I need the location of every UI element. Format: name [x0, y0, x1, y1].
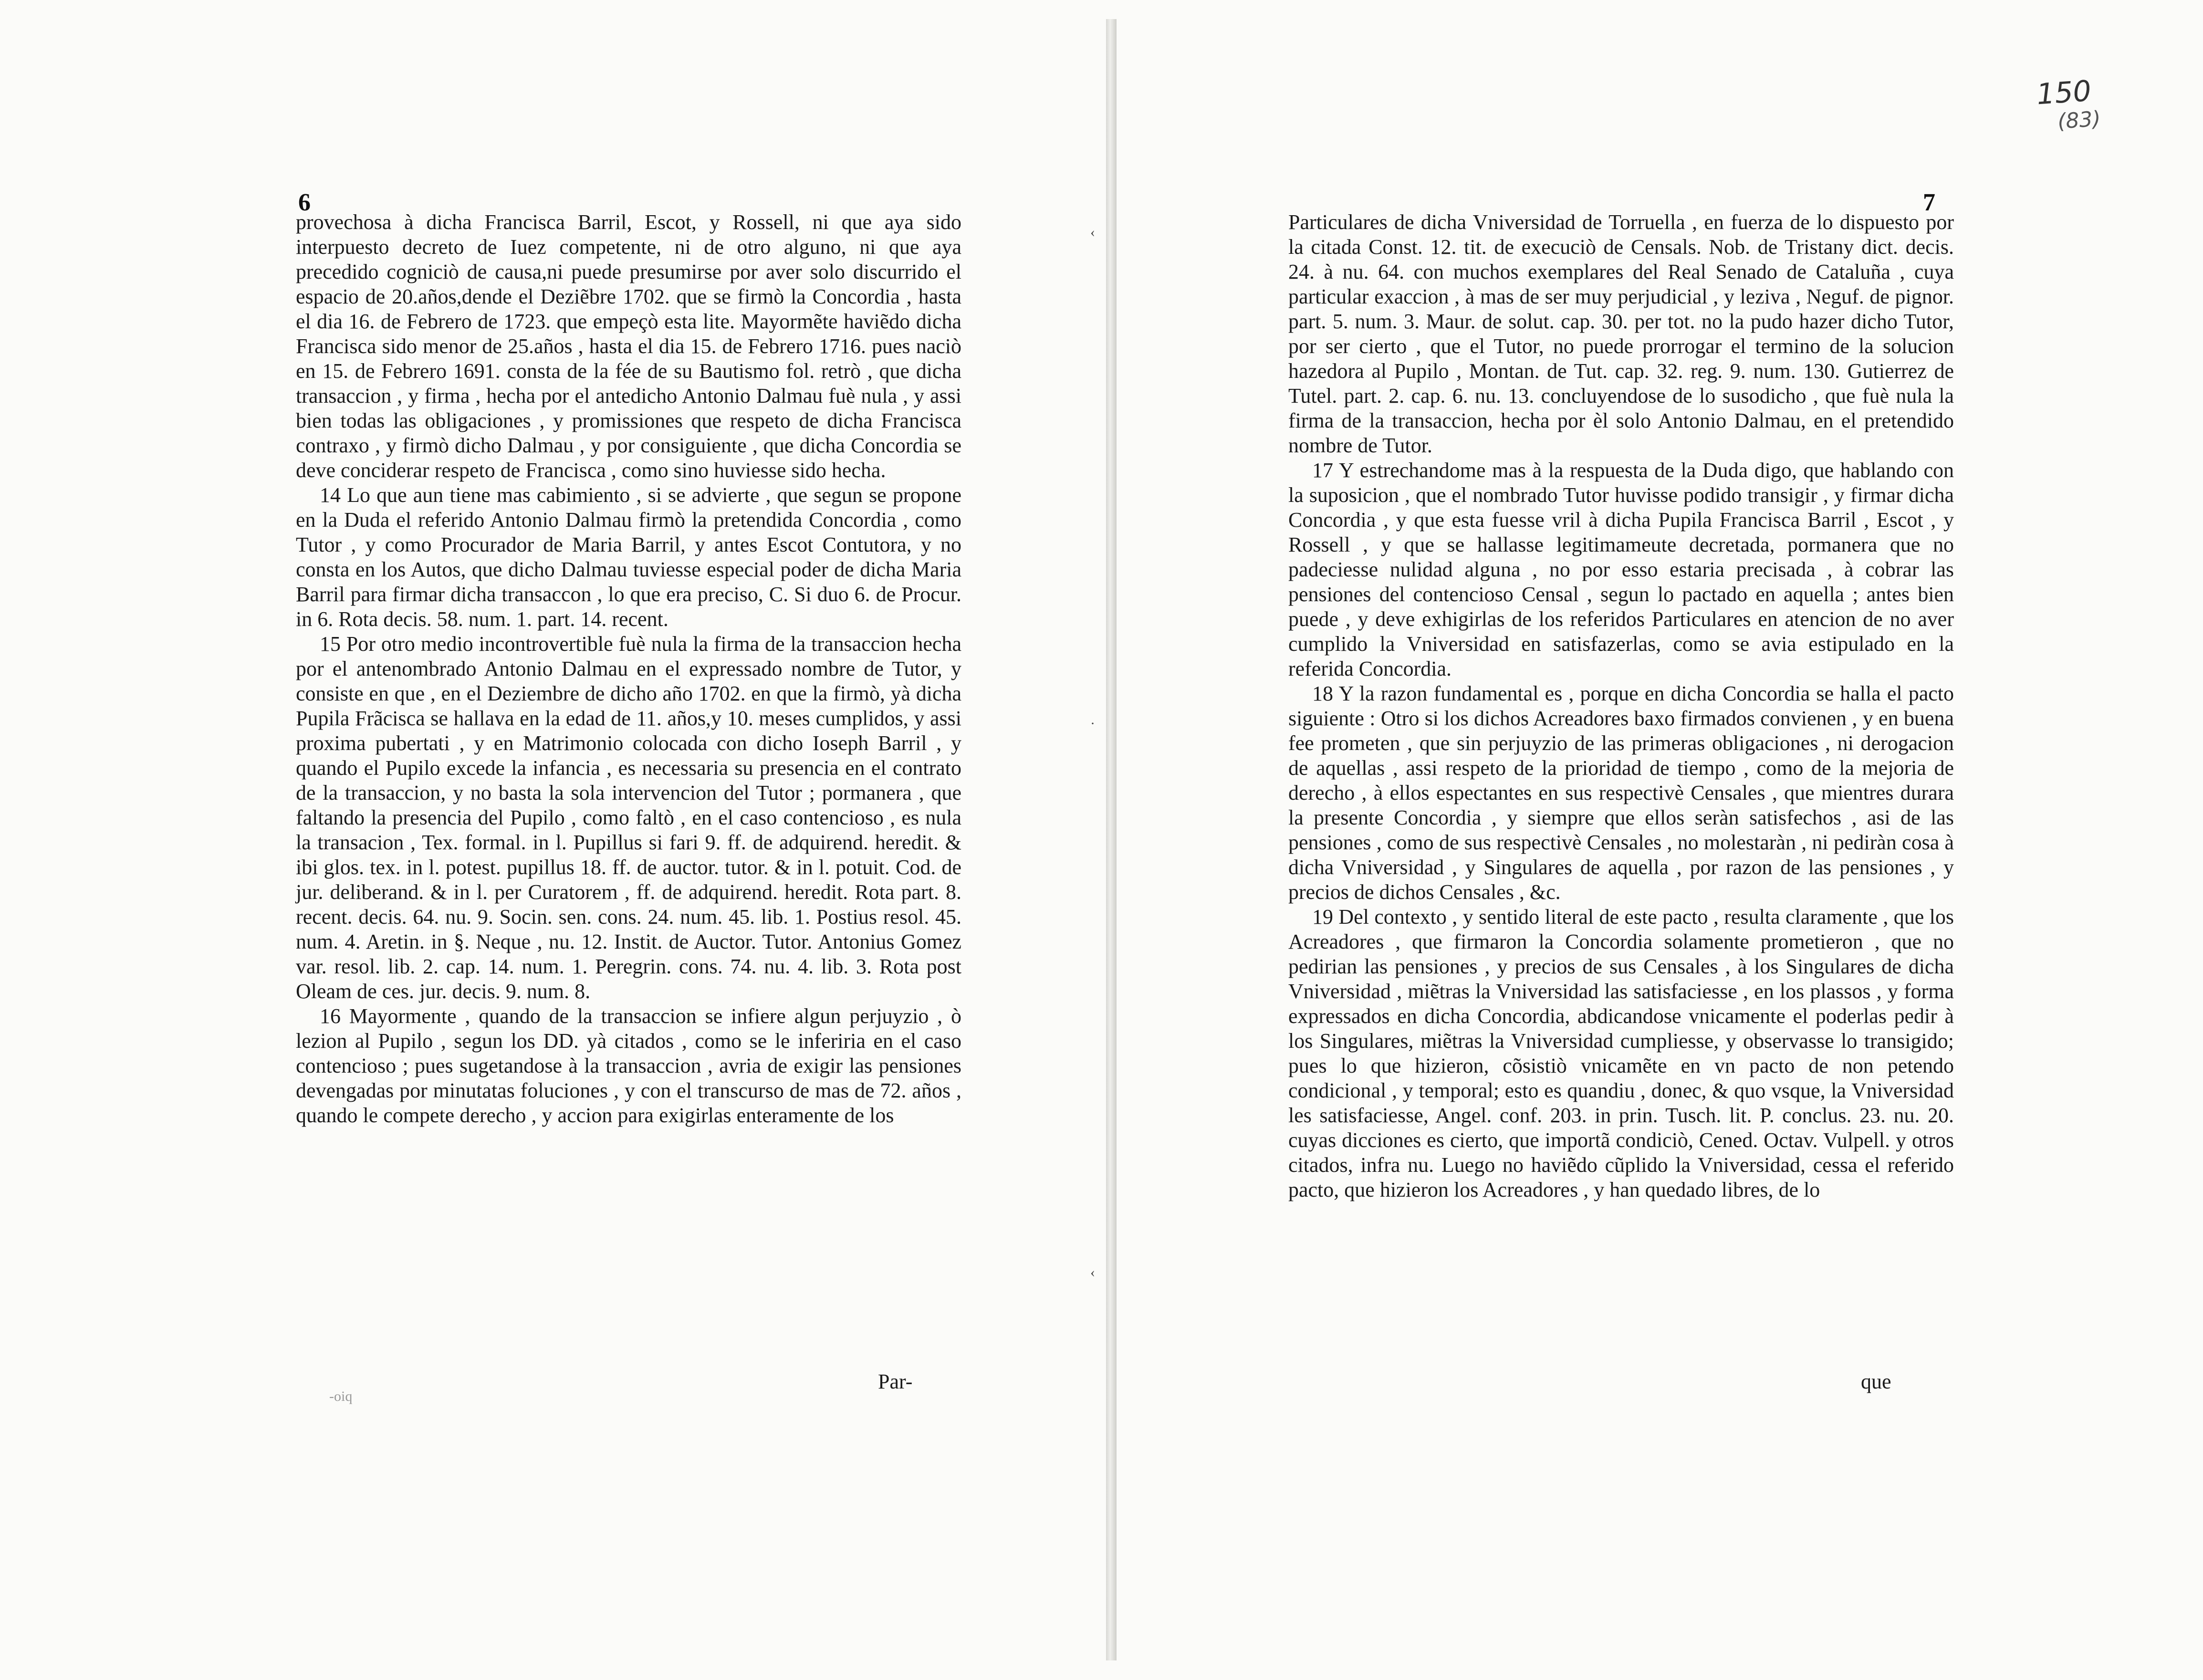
- catchword: que: [1861, 1370, 1891, 1393]
- folio-number-secondary: (83): [2057, 106, 2102, 134]
- paragraph-18: 18 Y la razon fundamental es , porque en dicha Concordia se halla el pacto siguiente : Otro si los dichos Acreadores baxo firmados convienen , y en buena fee prometen , que sin perjuyzio de las primeras obligaciones , ni derogacion de aquellas , assi respeto de la prioridad de tiempo , como de la mejoria de derecho , à ellos espectantes en sus respectivè Censales , que mientres durara la presente Concordia , y siempre que ellos seràn satisfechos , asi de las pensiones , como de sus respectivè Censales , no molestaràn , ni pediràn cosa à dicha Vniversidad , y Singulares de aquella , por razon de las pensiones , y precios de dichos Censales , &c.: [1288, 682, 1954, 904]
- right-text-column: [1288, 210, 1954, 1202]
- paragraph-continuation: provechosa à dicha Francisca Barril, Escot, y Rossell, ni que aya sido interpuesto decreto de Iuez competente, ni de otro alguno, ni que aya precedido cogniciò de causa,ni puede presumirse por aver solo discurrido el espacio de 20.años,dende el Deziẽbre 1702. que se firmò la Concordia , hasta el dia 16. de Febrero de 1723. que empeçò esta lite. Mayormẽte haviẽdo dicha Francisca sido menor de 25.años , hasta el dia 15. de Febrero 1716. pues naciò en 15. de Febrero 1691. consta de la fée de su Bautismo fol. retrò , que dicha transaccion , y firma , hecha por el antedicho Antonio Dalmau fuè nula , y assi bien todas las obligaciones , y promissiones que respeto de dicha Francisca contraxo , y firmò dicho Dalmau , y por consiguiente , que dicha Concordia se deve conciderar respeto de Francisca , como sino huviesse sido hecha.: [296, 210, 961, 482]
- bleed-through-text: -oiq: [329, 1388, 353, 1404]
- right-page: [1117, 0, 2203, 1680]
- paragraph-continuation: Particulares de dicha Vniversidad de Torruella , en fuerza de lo dispuesto por la citada Const. 12. tit. de execuciò de Censals. Nob. de Tristany dict. decis. 24. à nu. 64. con muchos exemplares del Real Senado de Cataluña , cuya particular exaccion , à mas de ser muy perjudicial , y leziva , Neguf. de pignor. part. 5. num. 3. Maur. de solut. cap. 30. per tot. no la pudo hazer dicho Tutor, por ser cierto , que el Tutor, no puede prorrogar el termino de la solucion hazedora al Pupilo , Montan. de Tut. cap. 32. reg. 9. num. 130. Gutierrez de Tutel. part. 2. cap. 6. nu. 13. concluyendose de lo susodicho , que fuè nula la firma de la transaccion, hecha por èl solo Antonio Dalmau, en el pretendido nombre de Tutor.: [1288, 210, 1954, 457]
- book-gutter: [1106, 19, 1117, 1660]
- page-number: 6: [298, 189, 311, 216]
- paragraph-14: 14 Lo que aun tiene mas cabimiento , si se advierte , que segun se propone en la Duda el referido Antonio Dalmau firmò la pretendida Concordia , como Tutor , y como Procurador de Maria Barril, y antes Escot Contutora, y no consta en los Autos, que dicho Dalmau tuviesse especial poder de dicha Maria Barril para firmar dicha transaccon , lo que era preciso, C. Si duo 6. de Procur. in 6. Rota decis. 58. num. 1. part. 14. recent.: [296, 483, 961, 631]
- catchword: Par-: [878, 1370, 913, 1393]
- handwritten-folio: [2036, 74, 2101, 136]
- gutter-mark: ‹: [1090, 224, 1095, 240]
- page-number: 7: [1923, 189, 1935, 216]
- paragraph-19: 19 Del contexto , y sentido literal de este pacto , resulta claramente , que los Acreadores , que firmaron la Concordia solamente prometieron , que no pedirian las pensiones , y precios de sus Censales , à los Singulares de dicha Vniversidad , miẽtras la Vniversidad las satisfaciesse , en los plassos , y forma expressados en dicha Concordia, abdicandose vnicamente el poderlas pedir à los Singulares, miẽtras la Vniversidad cumpliesse, y observasse lo transigido; pues lo que hizieron, cõsistiò vnicamẽte en vn pacto de non petendo condicional , y temporal; esto es quandiu , donec, & quo vsque, la Vniversidad les satisfaciesse, Angel. conf. 203. in prin. Tusch. lit. P. conclus. 23. nu. 20. cuyas dicciones es cierto, que importã condiciò, Cened. Octav. Vulpell. y otros citados, infra nu. Luego no haviẽdo cũplido la Vniversidad, cessa el referido pacto, que hizieron los Acreadores , y han quedado libres, de lo: [1288, 905, 1954, 1201]
- paragraph-17: 17 Y estrechandome mas à la respuesta de la Duda digo, que hablando con la suposicion , que el nombrado Tutor huvisse podido transigir , y firmar dicha Concordia , y que esta fuesse vril à dicha Pupila Francisca Barril , Escot , y Rossell , y que se hallasse legitimameute decretada, pormanera que no padeciesse nulidad alguna , no por esso estaria precisada , à cobrar las pensiones del contencioso Censal , segun lo pactado en aquella ; antes bien puede , y deve exhigirlas de los referidos Particulares en atencion de no aver cumplido la Vniversidad en satisfazerlas, como se avia estipulado en la referida Concordia.: [1288, 459, 1954, 680]
- paragraph-15: 15 Por otro medio incontrovertible fuè nula la firma de la transaccion hecha por el antenombrado Antonio Dalmau en el expressado nombre de Tutor, y consiste en que , en el Deziembre de dicho año 1702. en que la firmò, yà dicha Pupila Frãcisca se hallava en la edad de 11. años,y 10. meses cumplidos, y assi proxima pubertati , y en Matrimonio colocada con dicho Ioseph Barril , y quando el Pupilo excede la infancia , es necessaria su presencia en el contrato de la transaccion, y no basta la sola intervencion del Tutor ; pormanera , que faltando la presencia del Pupilo , como faltò , en el caso contencioso , es nula la transacion , Tex. formal. in l. Pupillus si fari 9. ff. de adquirend. heredit. & ibi glos. tex. in l. potest. pupillus 18. ff. de auctor. tutor. & in l. potuit. Cod. de jur. deliberand. & in l. per Curatorem , ff. de adquirend. heredit. Rota part. 8. recent. decis. 64. nu. 9. Socin. sen. cons. 24. num. 45. lib. 1. Postius resol. 45. num. 4. Aretin. in §. Neque , nu. 12. Instit. de Auctor. Tutor. Antonius Gomez var. resol. lib. 2. cap. 14. num. 1. Peregrin. cons. 74. nu. 4. lib. 3. Rota post Oleam de ces. jur. decis. 9. num. 8.: [296, 632, 961, 1003]
- folio-number: 150: [2035, 74, 2093, 112]
- gutter-mark: ·: [1090, 716, 1095, 731]
- gutter-mark: ‹: [1090, 1264, 1095, 1280]
- left-text-column: [296, 210, 961, 1128]
- paragraph-16: 16 Mayormente , quando de la transaccion se infiere algun perjuyzio , ò lezion al Pupilo , segun los DD. yà citados , como se le inferiria en el caso contencioso ; pues sugetandose à la transaccion , avria de exigir las pensiones devengadas por minutatas foluciones , y con el transcurso de mas de 72. años , quando le compete derecho , y accion para exigirlas enteramente de los: [296, 1004, 961, 1127]
